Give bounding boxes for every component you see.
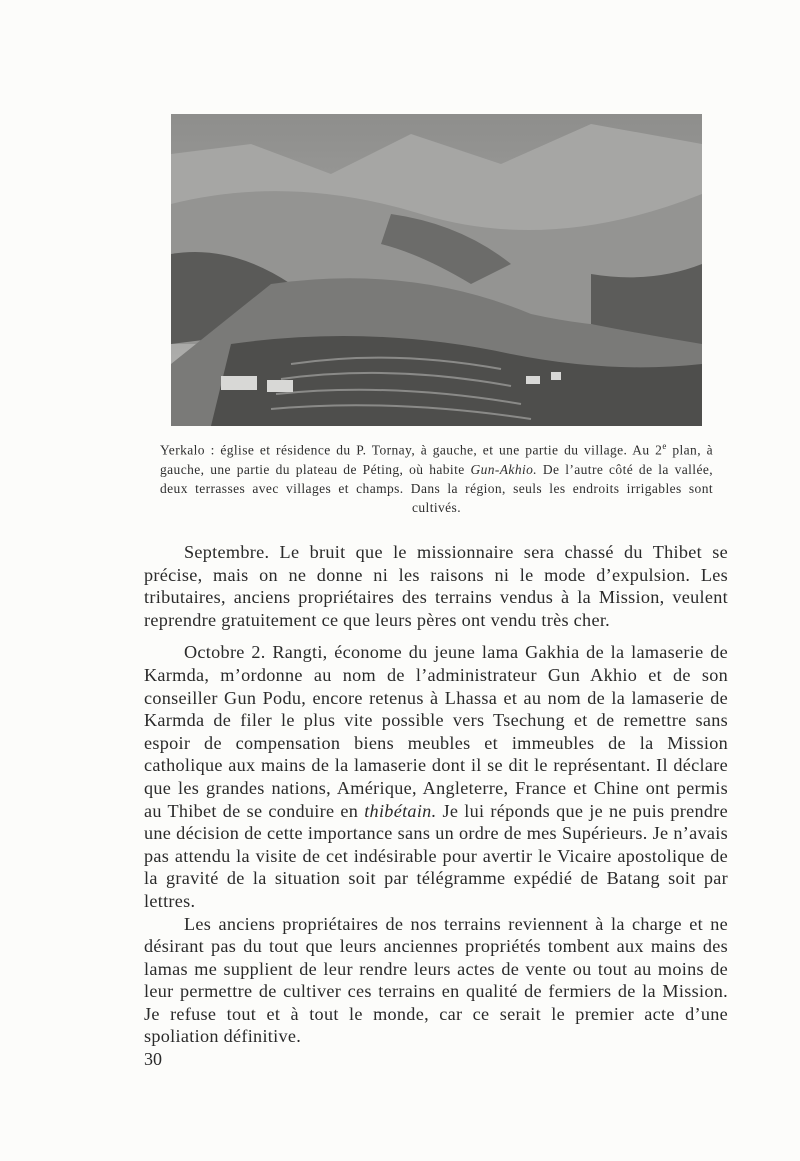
paragraph-octobre-part-a: Octobre 2. Rangti, économe du jeune lama Gakhia de la lamaserie de Karmda, m’ordonne au nom de l’administrateur Gun Akhio et de son conseiller Gun Podu, encore retenus à Lhassa et au nom de la lamaserie de Karmda de filer le plus vite possible vers Tsechung et de remettre sans espoir de compensation biens meubles et immeubles de la Mission catholique aux mains de la lamaserie dont il se dit le représentant. Il déclare que les grandes nations, Amérique, Angleterre, France et Chine ont permis au Thibet de se conduire en — [144, 642, 728, 821]
caption-line-2a: Au 2 — [632, 442, 663, 458]
figure-caption — [160, 437, 713, 517]
caption-line-1: Yerkalo : église et résidence du P. Tornay, à gauche, et une partie du village. — [160, 442, 628, 458]
paragraph-octobre-part-b: Je lui réponds que je ne puis prendre une décision de cette importance sans un ordre de mes Supérieurs. Je n’avais pas attendu la visite de cet indésirable pour avertir le Vicaire apostolique de la gravité de la situation soit par télégramme expédié de Batang soit par lettres. — [144, 800, 728, 911]
body-text — [144, 541, 728, 1048]
paragraph-octobre — [144, 641, 728, 912]
caption-name-italic: Gun-Akhio. — [470, 461, 538, 477]
italic-word: thibétain. — [364, 800, 437, 821]
caption-line-2b: plan, à gauche, une partie du plateau de Péting, où habite — [160, 442, 713, 477]
photograph-yerkalo — [171, 114, 702, 426]
landscape-image — [171, 114, 702, 426]
paragraph-anciens-proprietaires: Les anciens propriétaires de nos terrains reviennent à la charge et ne désirant pas du tout que leurs anciennes propriétés tombent aux mains des lamas me supplient de leur rendre leurs actes de vente ou tout au moins de leur permettre de cultiver ces terrains en qualité de fermiers de la Mission. Je refuse tout et à tout le monde, car ce serait le premier acte d’une spoliation définitive. — [144, 913, 728, 1047]
paragraph-septembre: Septembre. Le bruit que le missionnaire sera chassé du Thibet se précise, mais on ne donne ni les raisons ni le mode d’expulsion. Les tributaires, anciens propriétaires des terrains vendus à la Mission, veulent reprendre gratuitement ce que leurs pères ont vendu très cher. — [144, 542, 728, 630]
caption-superscript: e — [662, 441, 667, 451]
page-number: 30 — [144, 1049, 162, 1069]
caption-line-3: De l’autre côté de la vallée, deux terrasses avec villages et champs. Dans la région, seuls les endroits irrigables sont cultivés. — [160, 461, 714, 515]
